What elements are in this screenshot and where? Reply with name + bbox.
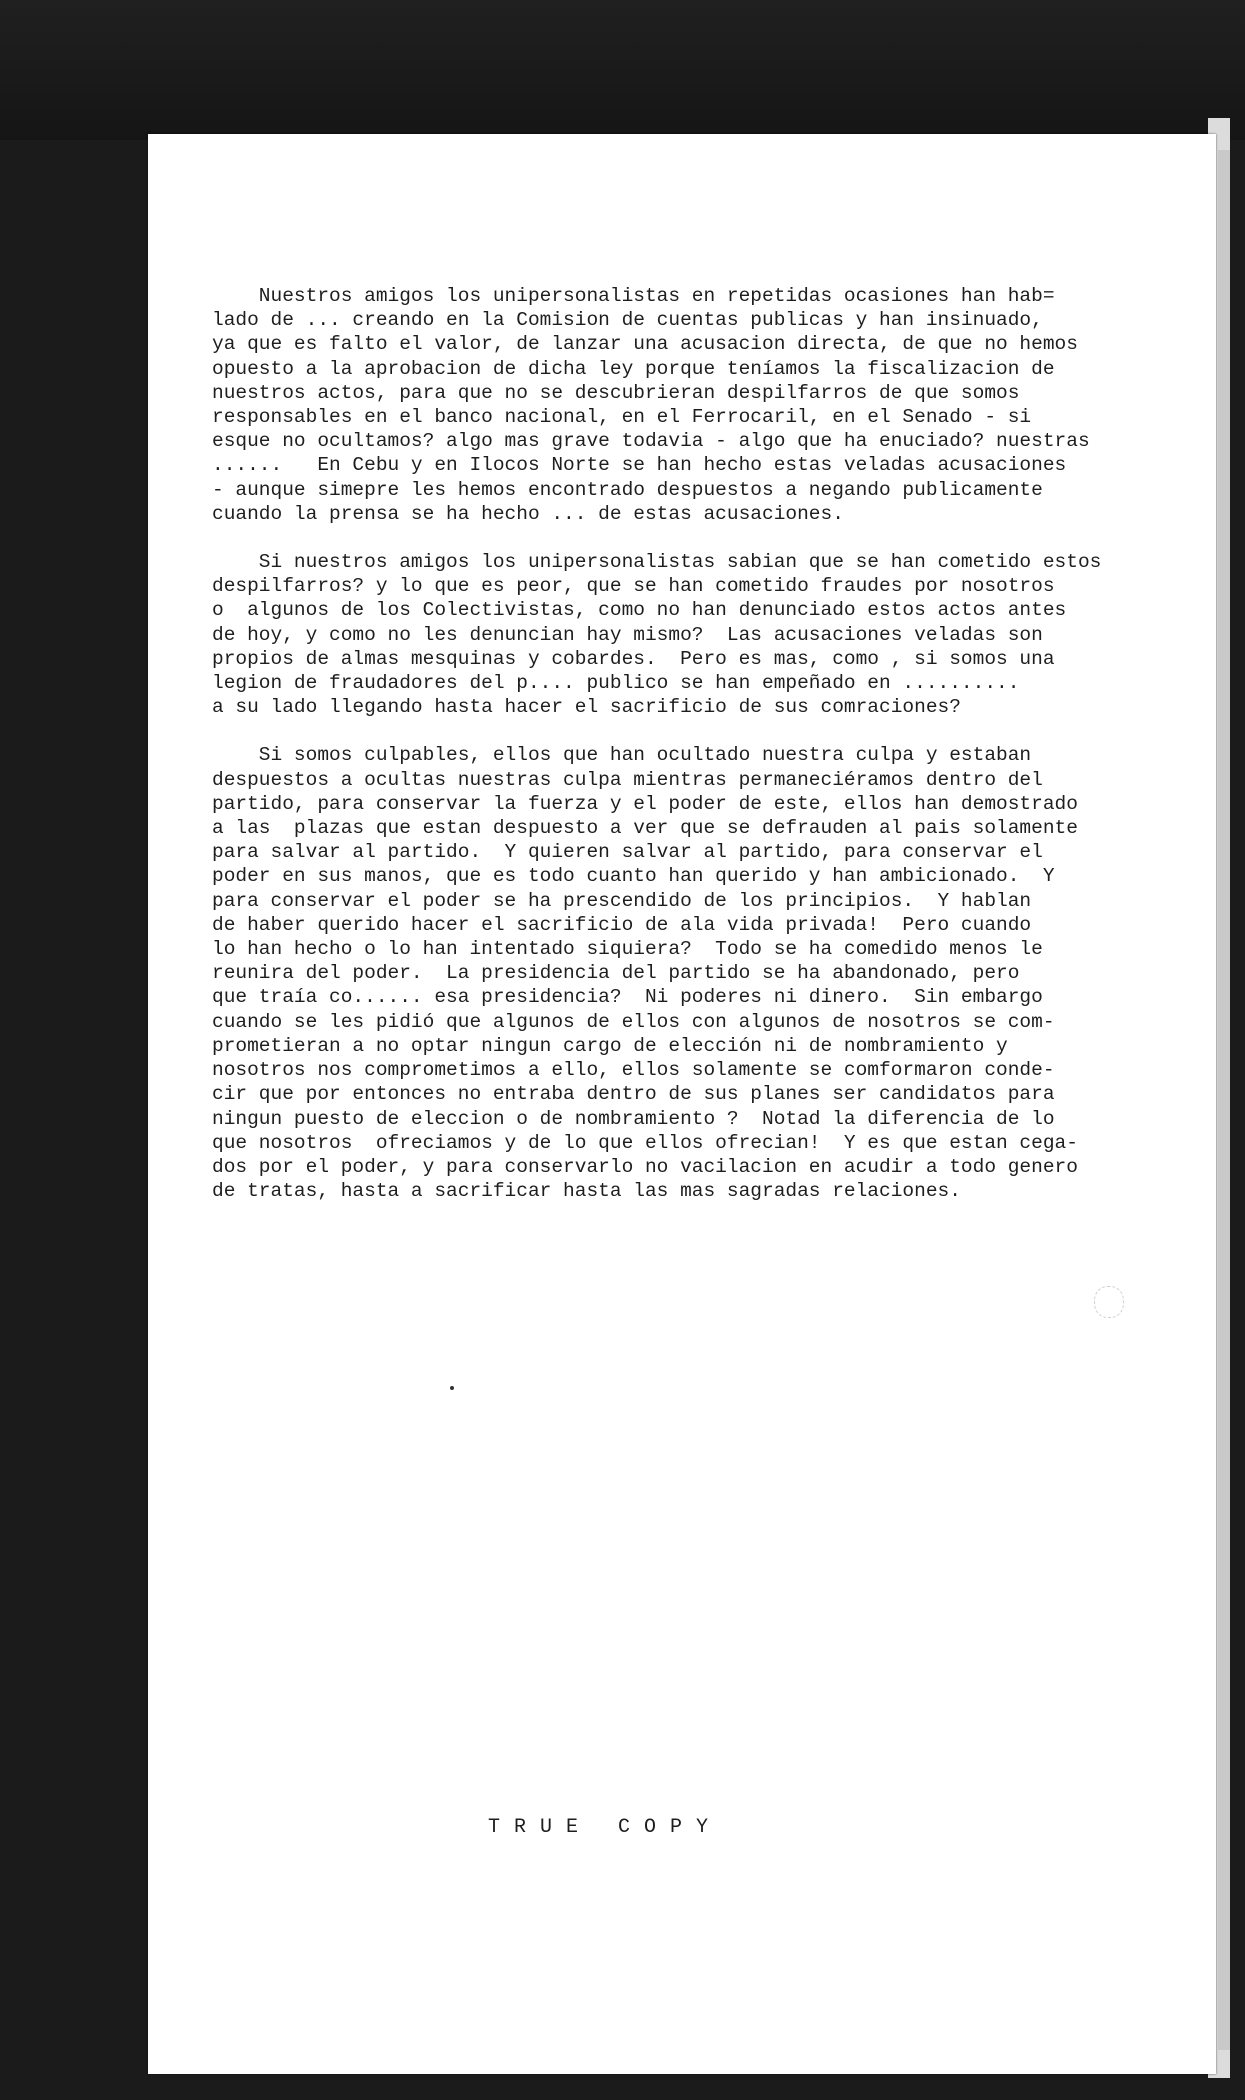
text-line: cuando se les pidió que algunos de ellos con algunos de nosotros se com- xyxy=(212,1010,1055,1033)
text-line: - aunque simepre les hemos encontrado despuestos a negando publicamente xyxy=(212,478,1043,501)
text-line: Si somos culpables, ellos que han ocultado nuestra culpa y estaban xyxy=(212,744,1032,767)
text-line: partido, para conservar la fuerza y el poder de este, ellos han demostrado xyxy=(212,792,1078,815)
text-line: dos por el poder, y para conservarlo no vacilacion en acudir a todo genero xyxy=(212,1155,1078,1178)
text-line: lo han hecho o lo han intentado siquiera? Todo se ha comedido menos le xyxy=(212,938,1043,961)
text-line: despilfarros? y lo que es peor, que se han cometido fraudes por nosotros xyxy=(212,575,1055,598)
text-line: legion de fraudadores del p.... publico se han empeñado en .......... xyxy=(212,672,1020,695)
true-copy-label: TRUE COPY xyxy=(488,1816,723,1839)
text-line: esque no ocultamos? algo mas grave todavia - algo que ha enuciado? nuestras xyxy=(212,430,1090,453)
text-line: poder en sus manos, que es todo cuanto han querido y han ambicionado. Y xyxy=(212,865,1055,888)
text-line: cir que por entonces no entraba dentro de sus planes ser candidatos para xyxy=(212,1083,1055,1106)
text-line: o algunos de los Colectivistas, como no han denunciado estos actos antes xyxy=(212,599,1067,622)
text-line: cuando la prensa se ha hecho ... de estas acusaciones. xyxy=(212,502,844,525)
text-line: despuestos a ocultas nuestras culpa mientras permaneciéramos dentro del xyxy=(212,768,1043,791)
text-line: propios de almas mesquinas y cobardes. Pero es mas, como , si somos una xyxy=(212,647,1055,670)
text-line: ...... En Cebu y en Ilocos Norte se han hecho estas veladas acusaciones xyxy=(212,454,1067,477)
text-line: Nuestros amigos los unipersonalistas en repetidas ocasiones han hab= xyxy=(212,285,1055,307)
text-line: de tratas, hasta a sacrificar hasta las mas sagradas relaciones. xyxy=(212,1180,961,1203)
text-line: opuesto a la aprobacion de dicha ley porque teníamos la fiscalizacion de xyxy=(212,357,1055,380)
text-line: nuestros actos, para que no se descubrieran despilfarros de que somos xyxy=(212,381,1020,404)
text-line: de hoy, y como no les denuncian hay mismo? Las acusaciones veladas son xyxy=(212,623,1043,646)
ink-speck xyxy=(450,1386,454,1390)
text-line: para conservar el poder se ha prescendido de los principios. Y hablan xyxy=(212,889,1032,912)
paragraph xyxy=(212,550,1162,719)
typewritten-page xyxy=(148,134,1216,2074)
text-line: ya que es falto el valor, de lanzar una acusacion directa, de que no hemos xyxy=(212,333,1078,356)
text-line: que nosotros ofreciamos y de lo que ellos ofrecian! Y es que estan cega- xyxy=(212,1131,1078,1154)
document-body xyxy=(212,284,1162,1227)
text-line: de haber querido hacer el sacrificio de ala vida privada! Pero cuando xyxy=(212,913,1032,936)
text-line: reunira del poder. La presidencia del partido se ha abandonado, pero xyxy=(212,962,1020,985)
underlying-sheet-edge-shadow xyxy=(1218,150,1230,2050)
text-line: a las plazas que estan despuesto a ver que se defrauden al pais solamente xyxy=(212,817,1078,840)
text-line: lado de ... creando en la Comision de cuentas publicas y han insinuado, xyxy=(212,309,1043,332)
text-line: para salvar al partido. Y quieren salvar al partido, para conservar el xyxy=(212,841,1043,864)
text-line: que traía co...... esa presidencia? Ni poderes ni dinero. Sin embargo xyxy=(212,986,1043,1009)
text-line: Si nuestros amigos los unipersonalistas sabian que se han cometido estos xyxy=(212,551,1102,574)
paragraph xyxy=(212,743,1162,1203)
text-line: nosotros nos comprometimos a ello, ellos solamente se comformaron conde- xyxy=(212,1059,1055,1082)
text-line: prometieran a no optar ningun cargo de elección ni de nombramiento y xyxy=(212,1034,1008,1057)
scan-background-top xyxy=(0,0,1245,140)
text-line: responsables en el banco nacional, en el Ferrocaril, en el Senado - si xyxy=(212,406,1032,429)
paper-blemish xyxy=(1094,1286,1124,1318)
text-line: a su lado llegando hasta hacer el sacrificio de sus comraciones? xyxy=(212,696,961,719)
paragraph xyxy=(212,284,1162,526)
text-line: ningun puesto de eleccion o de nombramiento ? Notad la diferencia de lo xyxy=(212,1107,1055,1130)
